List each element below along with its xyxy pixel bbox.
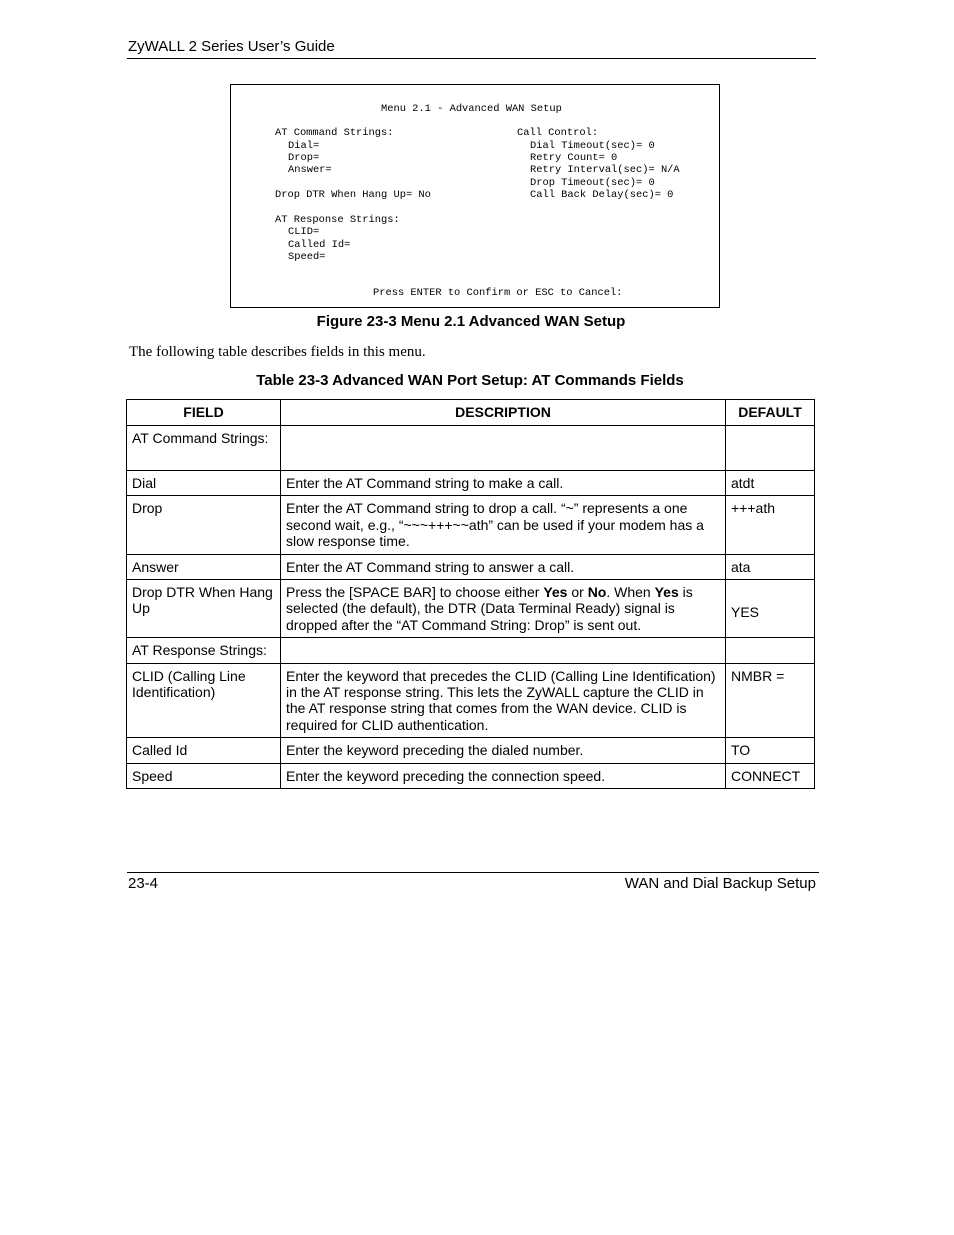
row-description: Enter the keyword preceding the connection speed. <box>281 763 726 788</box>
row-field: Drop DTR When Hang Up <box>127 580 281 638</box>
row-description: Enter the AT Command string to make a call. <box>281 471 726 496</box>
row-default: TO <box>726 738 815 763</box>
table-row <box>127 580 815 638</box>
terminal-dial: Dial= <box>288 140 320 152</box>
header-field: FIELD <box>127 400 281 426</box>
row-field: Drop <box>127 496 281 554</box>
row-default: +++ath <box>726 496 815 554</box>
row-default: atdt <box>726 471 815 496</box>
row-default: ata <box>726 554 815 579</box>
row-field: CLID (Calling Line Identification) <box>127 663 281 738</box>
terminal-at-response-strings: AT Response Strings: <box>275 214 400 226</box>
figure-caption: Figure 23-3 Menu 2.1 Advanced WAN Setup <box>316 313 626 330</box>
fields-table <box>126 399 815 789</box>
table-row <box>127 763 815 788</box>
table-row <box>127 638 815 663</box>
header-rule <box>127 58 816 59</box>
table-row <box>127 663 815 738</box>
terminal-prompt: Press ENTER to Confirm or ESC to Cancel: <box>373 287 623 299</box>
row-field: Called Id <box>127 738 281 763</box>
desc-text: or <box>567 584 588 601</box>
terminal-screen <box>230 84 720 308</box>
table-row <box>127 471 815 496</box>
table-row <box>127 496 815 554</box>
row-description <box>281 638 726 663</box>
header-default: DEFAULT <box>726 400 815 426</box>
footer-rule <box>127 872 819 873</box>
table-row <box>127 738 815 763</box>
terminal-clid: CLID= <box>288 226 320 238</box>
row-field: Speed <box>127 763 281 788</box>
row-field: Answer <box>127 554 281 579</box>
terminal-drop: Drop= <box>288 152 320 164</box>
desc-bold: Yes <box>654 584 679 601</box>
terminal-menu-title: Menu 2.1 - Advanced WAN Setup <box>381 103 562 115</box>
row-description: Enter the keyword that precedes the CLID (Calling Line Identification) in the AT response string. This lets the ZyWALL capture the CLID in the AT response string that comes from the WAN device. CLID is required for CLID authentication. <box>281 663 726 738</box>
row-field: AT Command Strings: <box>127 426 281 471</box>
row-default: CONNECT <box>726 763 815 788</box>
terminal-retry-interval: Retry Interval(sec)= N/A <box>530 164 680 176</box>
page-number: 23-4 <box>128 875 159 892</box>
desc-bold: Yes <box>543 584 568 601</box>
desc-bold: No <box>587 584 607 601</box>
header-description: DESCRIPTION <box>281 400 726 426</box>
desc-text: is selected (the default), the DTR (Data Terminal Ready) signal is dropped after the “AT Command String: Drop” is sent out. <box>286 584 693 633</box>
row-description: Enter the keyword preceding the dialed number. <box>281 738 726 763</box>
row-field: AT Response Strings: <box>127 638 281 663</box>
terminal-drop-timeout: Drop Timeout(sec)= 0 <box>530 177 655 189</box>
row-default: YES <box>726 580 815 638</box>
terminal-call-control: Call Control: <box>517 127 599 139</box>
row-description <box>281 580 726 638</box>
terminal-retry-count: Retry Count= 0 <box>530 152 618 164</box>
desc-text: Press the [SPACE BAR] to choose either <box>286 584 544 601</box>
row-description <box>281 426 726 471</box>
header-title: ZyWALL 2 Series User’s Guide <box>128 38 335 55</box>
table-header-row <box>127 400 815 426</box>
section-title: WAN and Dial Backup Setup <box>624 875 816 892</box>
desc-text: . When <box>606 584 655 601</box>
terminal-call-back-delay: Call Back Delay(sec)= 0 <box>530 189 674 201</box>
row-default <box>726 638 815 663</box>
table-row <box>127 554 815 579</box>
row-description: Enter the AT Command string to answer a call. <box>281 554 726 579</box>
terminal-answer: Answer= <box>288 164 332 176</box>
row-description: Enter the AT Command string to drop a call. “~” represents a one second wait, e.g., “~~~+++~~ath” can be used if your modem has a slow response time. <box>281 496 726 554</box>
terminal-speed: Speed= <box>288 251 326 263</box>
table-caption: Table 23-3 Advanced WAN Port Setup: AT Commands Fields <box>256 372 684 389</box>
table-row <box>127 426 815 471</box>
terminal-called-id: Called Id= <box>288 239 351 251</box>
intro-text: The following table describes fields in this menu. <box>129 344 426 360</box>
row-default <box>726 426 815 471</box>
terminal-drop-dtr: Drop DTR When Hang Up= No <box>275 189 431 201</box>
row-default: NMBR = <box>726 663 815 738</box>
terminal-dial-timeout: Dial Timeout(sec)= 0 <box>530 140 655 152</box>
row-field: Dial <box>127 471 281 496</box>
terminal-at-command-strings: AT Command Strings: <box>275 127 394 139</box>
